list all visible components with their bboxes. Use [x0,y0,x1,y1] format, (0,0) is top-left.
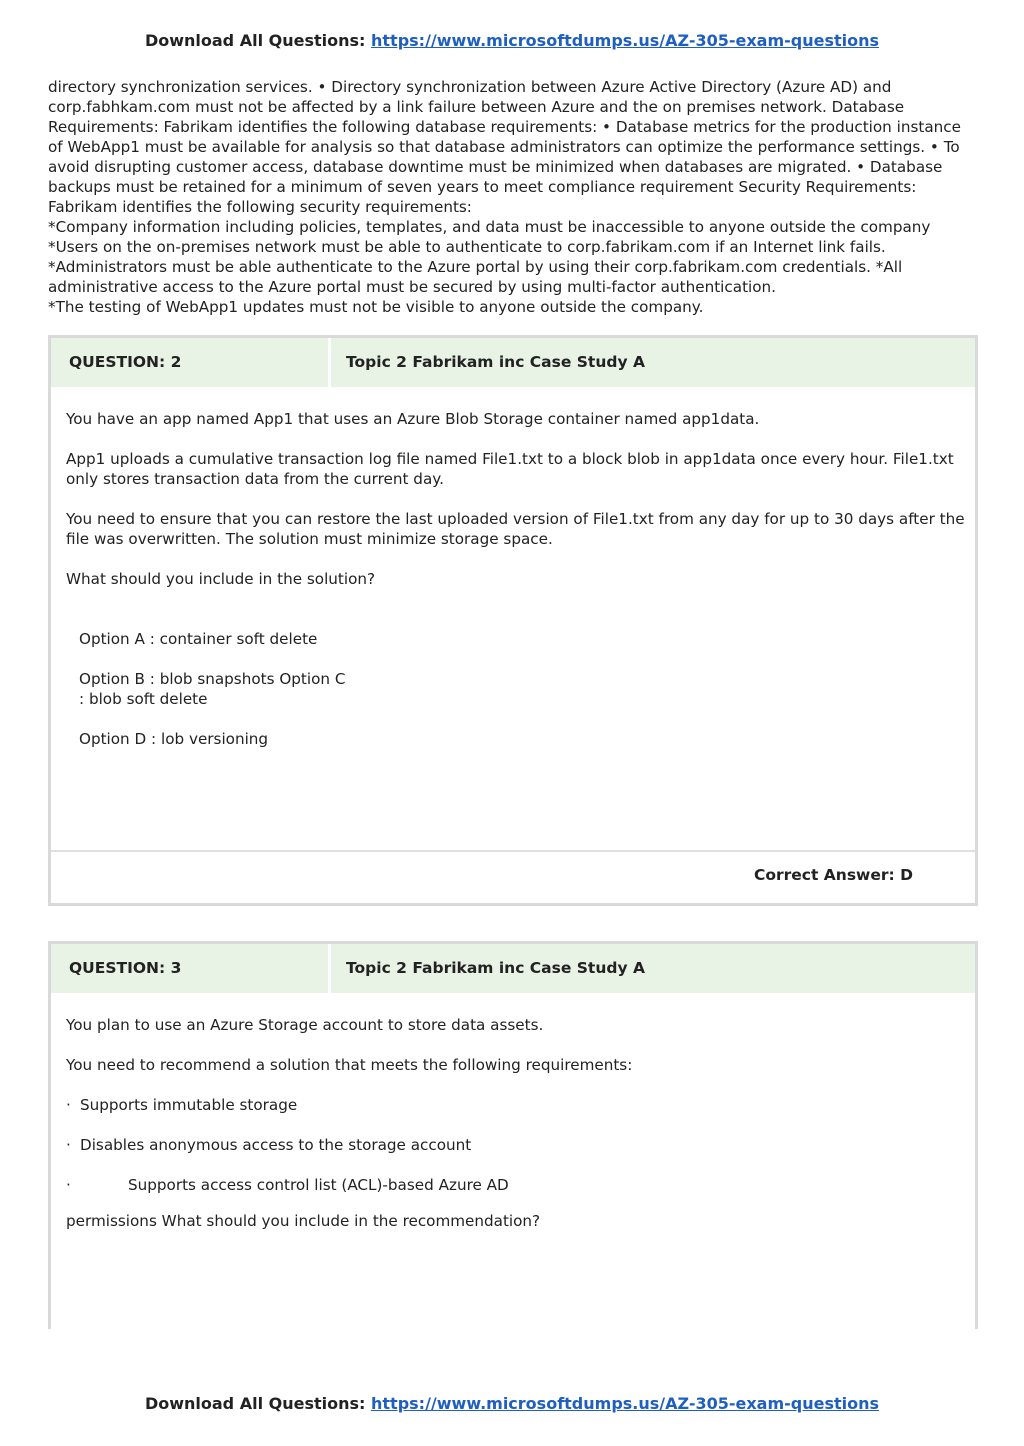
intro-requirement: *The testing of WebApp1 updates must not be visible to anyone outside the company. [48,298,704,316]
requirement-item [66,1175,971,1195]
answer-options [66,629,349,749]
footer-banner [0,1394,1024,1413]
question-text: You plan to use an Azure Storage account to store data assets. [66,1016,544,1034]
download-link[interactable]: https://www.microsoftdumps.us/AZ-305-exam-questions [371,31,880,50]
requirement-text: Disables anonymous access to the storage account [80,1136,472,1154]
option-a: Option A : container soft delete [79,630,318,648]
question-body [66,409,971,769]
question-card-3 [48,941,978,1329]
footer-prefix: Download All Questions: [144,1394,366,1413]
header-prefix: Download All Questions: [144,31,366,50]
question-header [51,944,975,993]
header-banner [0,31,1024,50]
question-card-2 [48,335,978,906]
download-link[interactable]: https://www.microsoftdumps.us/AZ-305-exam-questions [371,1394,880,1413]
option-b-c: Option B : blob snapshots Option C : blob soft delete [79,670,346,708]
question-number: QUESTION: 3 [51,944,331,993]
question-text: You have an app named App1 that uses an Azure Blob Storage container named app1data. [66,410,760,428]
question-prompt: permissions What should you include in the recommendation? [66,1212,541,1230]
question-text: You need to ensure that you can restore the last uploaded version of File1.txt from any day for up to 30 days after the file was overwritten. The solution must minimize storage space. [66,510,965,548]
question-topic: Topic 2 Fabrikam inc Case Study A [346,353,645,371]
option-d: Option D : lob versioning [79,730,269,748]
question-prompt: What should you include in the solution? [66,570,376,588]
question-header [51,338,975,387]
intro-requirement: *Company information including policies, templates, and data must be inaccessible to anyone outside the company [48,218,931,236]
intro-requirement: *Users on the on-premises network must be able to authenticate to corp.fabrikam.com if an Internet link fails. [48,238,886,256]
question-number: QUESTION: 2 [51,338,331,387]
question-topic: Topic 2 Fabrikam inc Case Study A [346,959,645,977]
answer-row [51,850,975,903]
requirement-item [66,1095,971,1115]
intro-paragraph: directory synchronization services. • Directory synchronization between Azure Active Directory (Azure AD) and corp.fabhkam.com must not be affected by a link failure between Azure and the on premises network. Database Requirements: Fabrikam identifies the following database requirements: • Database metrics for the production instance of WebApp1 must be available for analysis so that database administrators can optimize the performance settings. • To avoid disrupting customer access, database downtime must be minimized when databases are migrated. • Database backups must be retained for a minimum of seven years to meet compliance requirement Security Requirements: Fabrikam identifies the following security requirements: [48,78,961,216]
bullet-icon: · [66,1176,71,1194]
question-text: You need to recommend a solution that meets the following requirements: [66,1056,633,1074]
bullet-icon: · [66,1136,71,1154]
bullet-icon: · [66,1096,71,1114]
intro-text [48,77,978,317]
requirement-item [66,1135,971,1155]
question-text: App1 uploads a cumulative transaction log file named File1.txt to a block blob in app1data once every hour. File1.txt only stores transaction data from the current day. [66,450,954,488]
intro-requirement: *Administrators must be able authenticate to the Azure portal by using their corp.fabrikam.com credentials. *All administrative access to the Azure portal must be secured by using multi-factor authentication. [48,258,903,296]
requirement-text: Supports access control list (ACL)-based Azure AD [128,1176,509,1194]
requirement-text: Supports immutable storage [80,1096,298,1114]
correct-answer: Correct Answer: D [753,866,913,884]
question-body [66,1015,971,1251]
